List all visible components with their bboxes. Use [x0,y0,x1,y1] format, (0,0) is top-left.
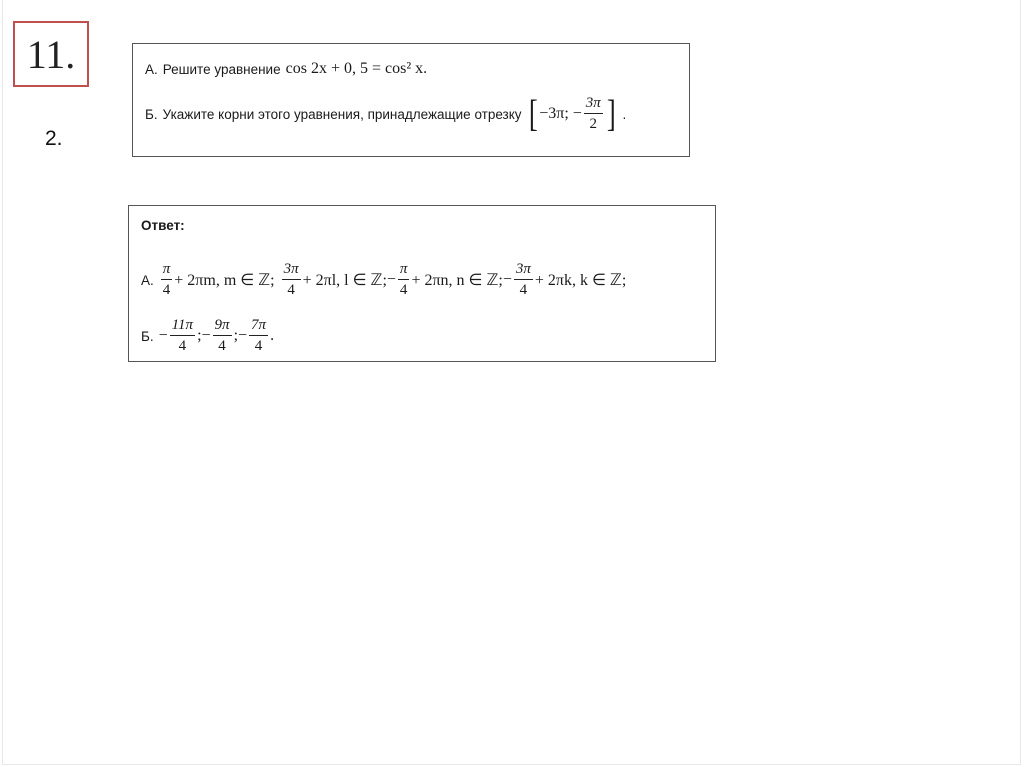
answer-b-label: Б. [141,328,154,344]
part-b-end: . [622,106,627,122]
b-item-1-num: 11π [170,318,195,336]
a-item-4-num: 3π [514,262,533,280]
answer-box [128,205,716,362]
problem-part-b [145,95,626,133]
a-item-4-rest: + 2πk, k ∈ ℤ; [534,272,627,289]
problem-part-a [145,60,427,78]
a-item-1-fraction [161,262,173,298]
answer-a-label: А. [141,272,154,288]
a-item-3-den: 4 [399,282,408,298]
a-item-3-fraction [398,262,410,298]
b-item-3-prefix: − [238,327,248,344]
b-item-1-den: 4 [178,338,187,354]
interval-left: −3π; − [539,105,582,122]
b-item-2-den: 4 [218,338,226,354]
a-item-4-den: 4 [519,282,528,298]
sub-number: 2. [45,127,63,150]
b-item-2-fraction [213,318,232,354]
a-item-4-prefix: − [502,271,512,288]
part-b-text: Укажите корни этого уравнения, принадлежащие отрезку [162,106,522,122]
part-a-equation: cos 2x + 0, 5 = cos² x. [285,60,428,77]
problem-number: 11. [26,31,76,77]
answer-title: Ответ: [141,218,185,233]
b-item-2-sep: ; [233,327,239,344]
b-item-2-prefix: − [201,327,211,344]
b-item-3-sep: . [270,327,275,344]
a-item-4-fraction [514,262,533,298]
a-item-2-den: 4 [287,282,295,298]
interval-frac-den: 2 [589,116,598,132]
b-item-1-fraction [170,318,195,354]
a-item-2-fraction [282,262,301,298]
part-b-label: Б. [145,106,158,122]
b-item-3-fraction [249,318,268,354]
a-item-1-den: 4 [162,282,171,298]
answer-part-b [141,318,274,354]
part-a-label: А. [145,61,158,77]
a-item-3-num: π [398,262,410,280]
problem-statement [132,43,690,157]
part-a-text: Решите уравнение [162,61,281,77]
bracket-left: [ [528,93,538,135]
b-item-3-den: 4 [254,338,263,354]
a-item-3-prefix: − [386,271,396,288]
interval-frac-num: 3π [584,96,603,114]
answer-part-a [141,262,626,298]
a-item-1-rest: + 2πm, m ∈ ℤ; [174,272,275,289]
bracket-right: ] [606,93,616,135]
problem-number-box [13,21,89,87]
a-item-3-rest: + 2πn, n ∈ ℤ; [411,272,503,289]
a-item-2-num: 3π [282,262,301,280]
a-item-1-num: π [161,262,173,280]
b-item-3-num: 7π [249,318,268,336]
a-item-2-rest: + 2πl, l ∈ ℤ; [302,272,387,289]
b-item-2-num: 9π [213,318,232,336]
b-item-1-sep: ; [197,327,202,344]
interval-fraction [584,96,603,132]
b-item-1-prefix: − [158,327,168,344]
